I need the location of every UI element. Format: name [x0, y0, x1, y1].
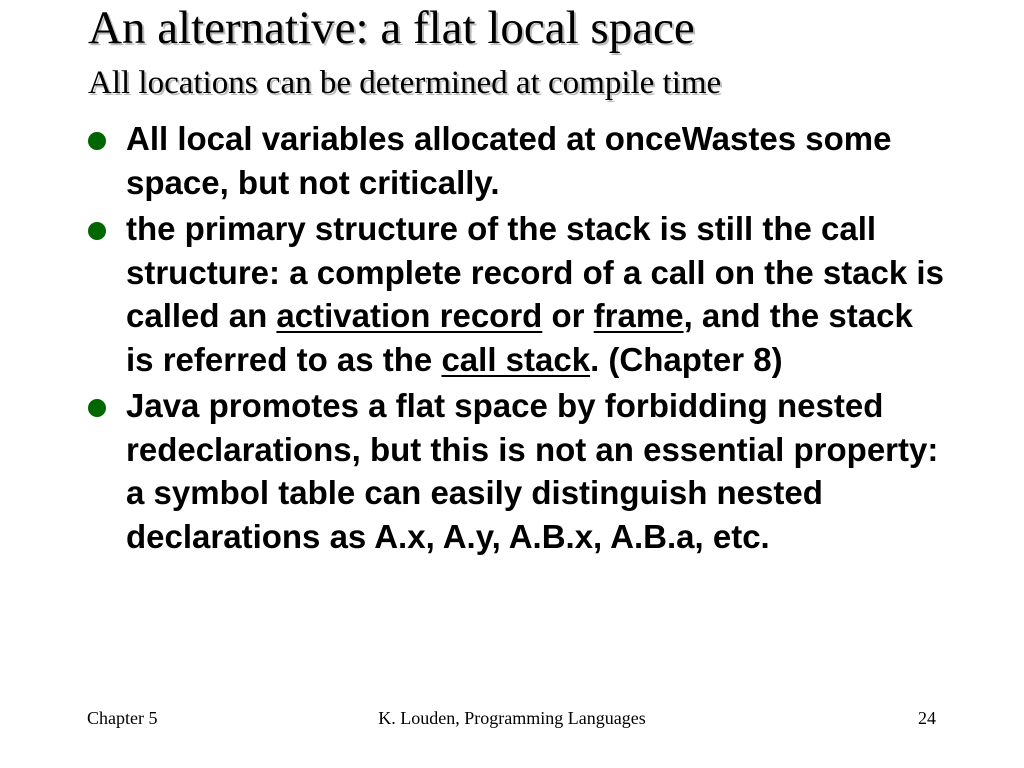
bullet-text: All local variables allocated at onceWastes some space, but not critically. [126, 120, 892, 201]
bullet-dot-icon [88, 399, 106, 417]
bullet-text-segment: the primary structure of the stack is still the call structure: a complete record of a call on the stack is called an [126, 210, 944, 334]
bullet-text-segment: . (Chapter 8) [590, 340, 783, 378]
footer-author-title: K. Louden, Programming Languages [378, 708, 646, 728]
bullet-list [88, 117, 948, 561]
bullet-dot-icon [88, 132, 106, 150]
slide-title: An alternative: a flat local space [88, 2, 695, 54]
term-call-stack: call stack [441, 340, 591, 378]
bullet-text [126, 210, 944, 378]
bullet-text: Java promotes a flat space by forbidding nested redeclarations, but this is not an essential property: a symbol table can easily distinguish nested declarations as A.x, A.y, A.B.x, A.B.a, etc. [126, 387, 939, 555]
bullet-dot-icon [88, 222, 106, 240]
bullet-item [88, 207, 948, 381]
bullet-item [88, 384, 948, 558]
term-activation-record: activation record [276, 297, 543, 334]
bullet-item [88, 117, 948, 204]
term-frame: frame [593, 297, 684, 334]
footer-chapter: Chapter 5 [87, 708, 158, 728]
bullet-text-segment: , and the stack is referred to as the [126, 297, 913, 378]
slide-subtitle: All locations can be determined at compile time [88, 65, 722, 101]
bullet-text-segment: or [542, 297, 594, 334]
footer-page-number: 24 [918, 708, 936, 728]
